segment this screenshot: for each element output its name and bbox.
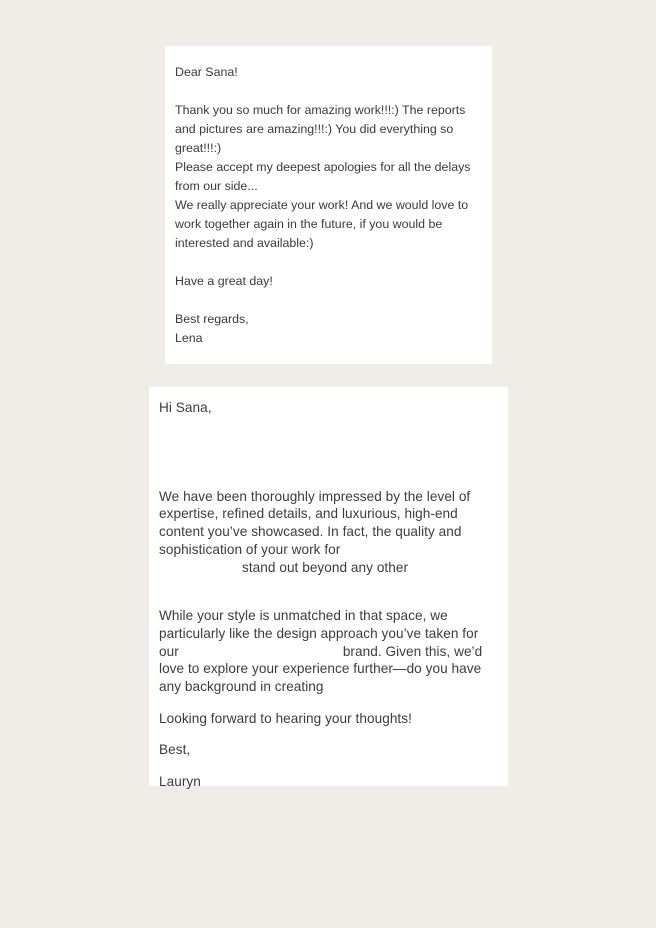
spacer xyxy=(175,82,482,101)
letter-card-lena xyxy=(165,46,492,364)
letter-line: Thank you so much for amazing work!!!:) The reports xyxy=(175,103,466,117)
spacer xyxy=(159,759,498,773)
letter-card-lauryn xyxy=(149,387,508,790)
spacer xyxy=(175,291,482,310)
letter-line: stand out beyond any other xyxy=(242,559,409,575)
letter-line: from our side... xyxy=(175,179,258,193)
letter-line: We really appreciate your work! And we would love to xyxy=(175,198,469,212)
letter-greeting: Hi Sana, xyxy=(159,400,212,415)
letter-line: work together again in the future, if you would be xyxy=(175,217,443,231)
letter-signoff: Best, xyxy=(159,742,191,758)
letter-line: interested and available:) xyxy=(175,236,314,250)
letter-signature: Lauryn xyxy=(159,774,201,790)
spacer xyxy=(159,576,498,607)
letter-fragment: our xyxy=(159,643,179,659)
letter-greeting: Dear Sana! xyxy=(175,65,238,79)
letter-line: great!!!:) xyxy=(175,141,222,155)
letter-line xyxy=(159,643,498,661)
letter-line: While your style is unmatched in that space, we xyxy=(159,608,448,624)
letter-line: expertise, refined details, and luxurious, high-end xyxy=(159,506,458,522)
letter-line: sophistication of your work for xyxy=(159,541,341,557)
letter-closing: Have a great day! xyxy=(175,274,273,288)
letter-line: We have been thoroughly impressed by the level of xyxy=(159,488,471,504)
spacer xyxy=(159,696,498,710)
spacer xyxy=(175,253,482,272)
letter-signature: Lena xyxy=(175,331,203,345)
spacer xyxy=(159,727,498,741)
letter-fragment: brand. Given this, we’d xyxy=(342,643,483,659)
letter-line: Please accept my deepest apologies for all the delays xyxy=(175,160,471,174)
letter-line: content you’ve showcased. In fact, the quality and xyxy=(159,524,462,540)
letter-line: and pictures are amazing!!!:) You did everything so xyxy=(175,122,454,136)
letter-line: love to explore your experience further—do you have xyxy=(159,661,482,677)
letter-signoff: Best regards, xyxy=(175,312,249,326)
letter-line: particularly like the design approach you’ve taken for xyxy=(159,625,479,641)
spacer xyxy=(159,417,498,488)
letter-closing: Looking forward to hearing your thoughts! xyxy=(159,710,412,726)
letter-line: any background in creating xyxy=(159,679,324,695)
